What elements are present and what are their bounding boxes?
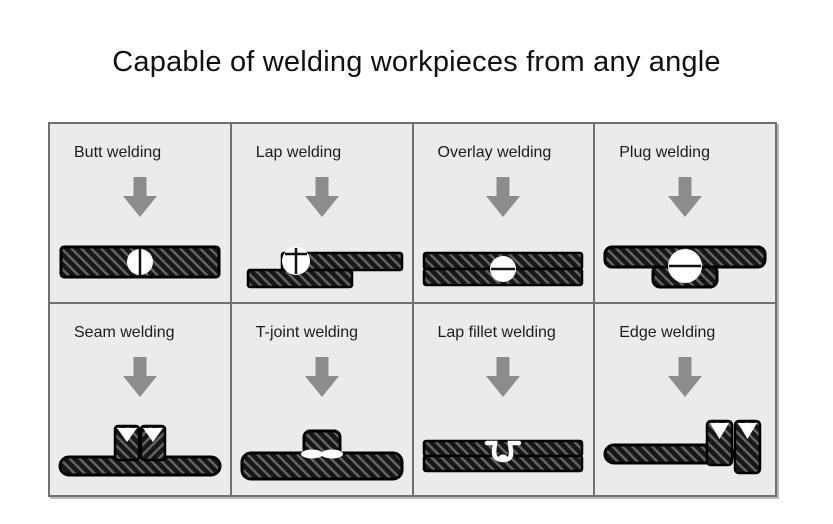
welding-type-label: Butt welding <box>74 144 162 161</box>
edge-welding-diagram <box>603 409 767 485</box>
welding-types-grid <box>48 122 777 497</box>
welding-type-label: Lap fillet welding <box>437 324 556 341</box>
down-arrow-icon <box>668 177 702 217</box>
down-arrow-icon <box>305 357 339 397</box>
cell-overlay-welding <box>414 124 594 302</box>
seam-welding-diagram <box>58 409 222 485</box>
lap-fillet-welding-diagram <box>421 409 585 485</box>
down-arrow-icon <box>123 177 157 217</box>
down-arrow-icon <box>668 357 702 397</box>
page-title: Capable of welding workpieces from any angle <box>112 46 721 78</box>
cell-t-joint-welding <box>232 304 412 495</box>
lap-welding-diagram <box>240 217 404 293</box>
welding-type-label: Edge welding <box>619 324 716 341</box>
overlay-welding-diagram <box>421 217 585 293</box>
down-arrow-icon <box>486 177 520 217</box>
welding-type-label: Lap welding <box>255 144 342 161</box>
down-arrow-icon <box>305 177 339 217</box>
plug-welding-diagram <box>603 217 767 293</box>
butt-welding-diagram <box>58 217 222 293</box>
cell-plug-welding <box>595 124 775 302</box>
cell-seam-welding <box>50 304 230 495</box>
cell-edge-welding <box>595 304 775 495</box>
welding-type-label: T-joint welding <box>255 324 359 341</box>
cell-lap-fillet-welding <box>414 304 594 495</box>
down-arrow-icon <box>486 357 520 397</box>
down-arrow-icon <box>123 357 157 397</box>
cell-lap-welding <box>232 124 412 302</box>
welding-type-label: Seam welding <box>74 324 175 341</box>
cell-butt-welding <box>50 124 230 302</box>
welding-type-label: Plug welding <box>619 144 710 161</box>
welding-type-label: Overlay welding <box>437 144 552 161</box>
t-joint-welding-diagram <box>240 409 404 485</box>
